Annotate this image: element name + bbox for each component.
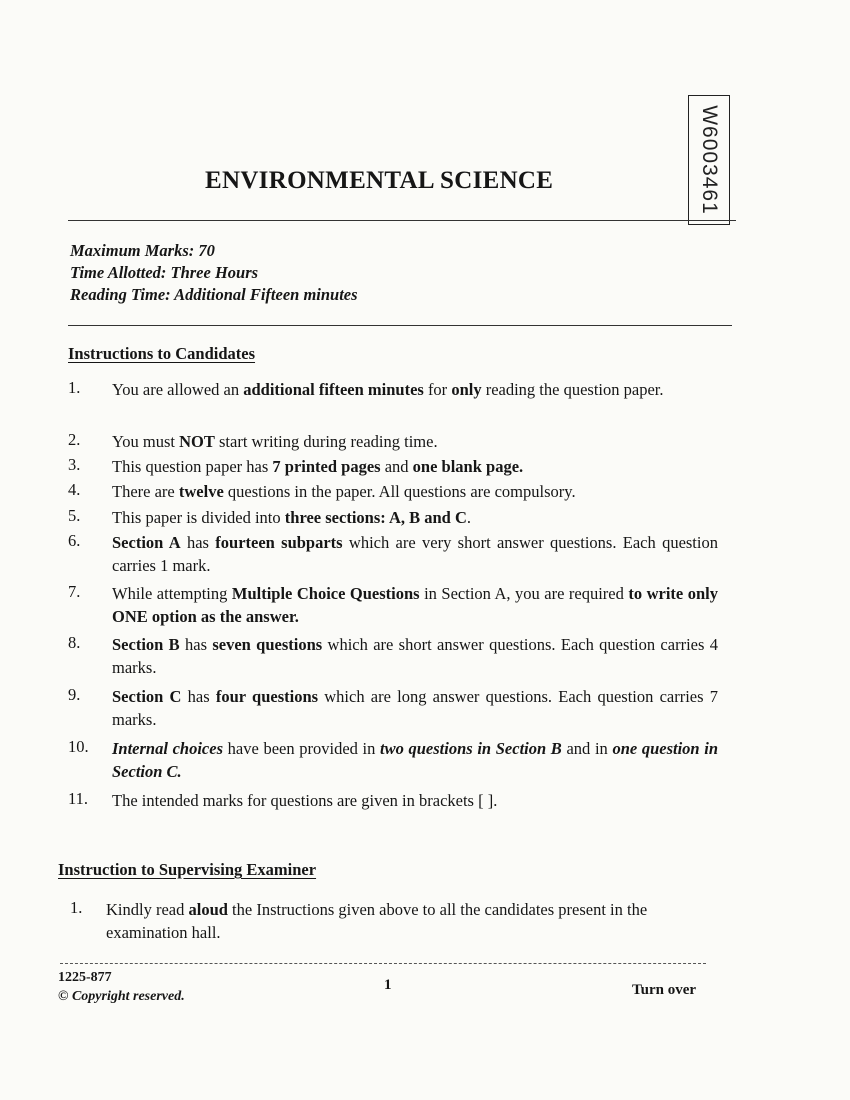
instruction-number: 8. <box>68 633 81 652</box>
divider-footer <box>60 963 706 964</box>
instruction-number: 9. <box>68 685 81 704</box>
maximum-marks: Maximum Marks: 70 <box>70 241 215 260</box>
instruction-number: 4. <box>68 480 81 499</box>
paper-code: W6003461 <box>698 105 722 215</box>
candidates-instructions-heading: Instructions to Candidates <box>68 344 256 363</box>
instruction-number: 1. <box>68 378 81 397</box>
instruction-number: 10. <box>68 737 89 756</box>
exam-meta <box>70 240 358 306</box>
paper-code-box <box>688 95 730 225</box>
time-allotted: Time Allotted: Three Hours <box>70 263 259 282</box>
instruction-text: Section B has seven questions which are short answer questions. Each question carries 4 marks. <box>112 635 718 677</box>
page-title: ENVIRONMENTAL SCIENCE <box>205 167 554 194</box>
paper-reference-code: 1225-877 <box>58 970 112 985</box>
instruction-number: 2. <box>68 430 81 449</box>
instruction-number: 3. <box>68 455 81 474</box>
divider-middle <box>68 325 732 326</box>
instruction-number: 1. <box>70 898 83 917</box>
instruction-text: The intended marks for questions are given in brackets [ ]. <box>112 791 498 810</box>
turn-over-label: Turn over <box>632 982 697 998</box>
instruction-number: 11. <box>68 789 89 808</box>
instruction-text: Section A has fourteen subparts which are very short answer questions. Each question carries 1 mark. <box>112 533 718 575</box>
instruction-text: This paper is divided into three sections: A, B and C. <box>112 508 472 527</box>
instruction-text: While attempting Multiple Choice Questions in Section A, you are required to write only ONE option as the answer. <box>112 584 718 626</box>
instruction-text: Internal choices have been provided in two questions in Section B and in one question in Section C. <box>112 739 719 781</box>
instruction-text: You must NOT start writing during reading time. <box>112 432 438 451</box>
instruction-number: 6. <box>68 531 81 550</box>
copyright-notice: © Copyright reserved. <box>58 989 185 1004</box>
instruction-text: Kindly read aloud the Instructions given above to all the candidates present in the examination hall. <box>106 900 648 942</box>
reading-time: Reading Time: Additional Fifteen minutes <box>70 285 358 304</box>
instruction-number: 7. <box>68 582 81 601</box>
supervising-examiner-heading: Instruction to Supervising Examiner <box>58 860 317 879</box>
instruction-number: 5. <box>68 506 81 525</box>
divider-top <box>68 220 736 221</box>
instruction-text: Section C has four questions which are long answer questions. Each question carries 7 marks. <box>112 687 718 729</box>
instruction-text: There are twelve questions in the paper. All questions are compulsory. <box>112 482 576 501</box>
page-number: 1 <box>384 977 392 993</box>
instruction-text: You are allowed an additional fifteen minutes for only reading the question paper. <box>112 380 664 399</box>
instruction-text: This question paper has 7 printed pages and one blank page. <box>112 457 524 476</box>
